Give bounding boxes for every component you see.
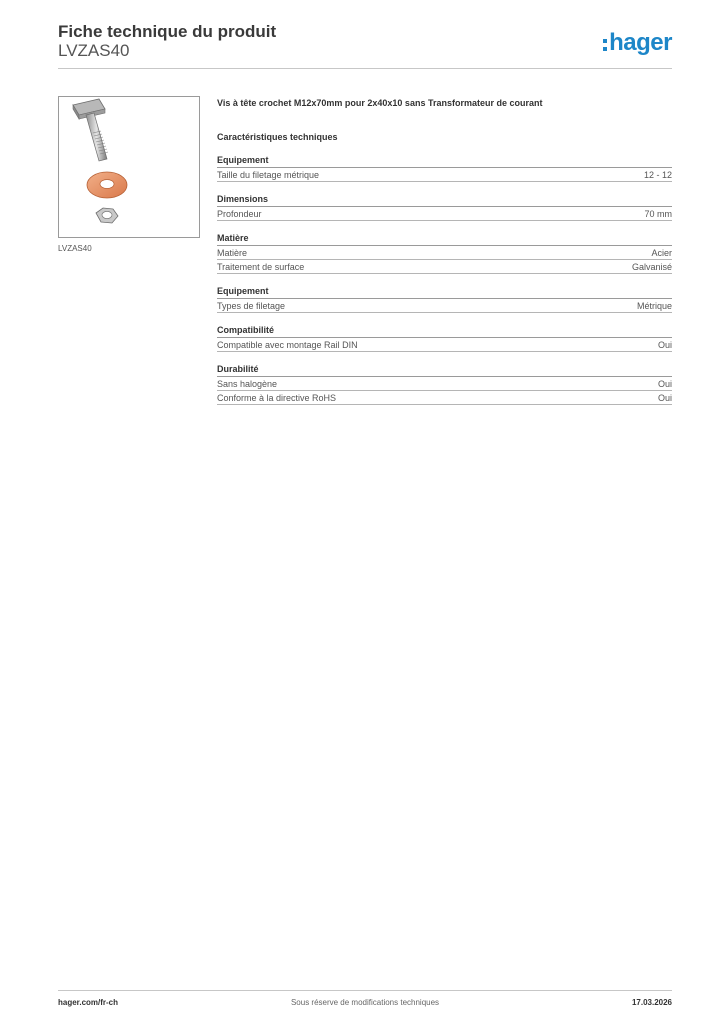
spec-label: Matière xyxy=(217,248,248,258)
spec-row xyxy=(217,391,672,405)
spec-label: Conforme à la directive RoHS xyxy=(217,393,337,403)
spec-row xyxy=(217,207,672,221)
spec-label: Taille du filetage métrique xyxy=(217,170,320,180)
spec-content xyxy=(217,96,672,405)
spec-value: Galvanisé xyxy=(631,262,672,272)
section-title: Equipement xyxy=(217,155,672,168)
logo-colon-icon xyxy=(603,39,607,51)
spec-value: Acier xyxy=(651,248,672,258)
image-caption: LVZAS40 xyxy=(58,244,92,253)
spec-label: Sans halogène xyxy=(217,379,278,389)
spec-value: Oui xyxy=(657,393,672,403)
spec-row xyxy=(217,338,672,352)
header-divider xyxy=(58,68,672,69)
section-title: Matière xyxy=(217,233,672,246)
spec-row xyxy=(217,299,672,313)
page-title: Fiche technique du produit xyxy=(58,22,277,41)
spec-value: 70 mm xyxy=(644,209,672,219)
footer-date: 17.03.2026 xyxy=(631,998,672,1007)
footer-notice: Sous réserve de modifications techniques xyxy=(290,998,440,1007)
spec-section-dimensions xyxy=(217,194,672,221)
spec-value: Métrique xyxy=(636,301,672,311)
logo-wordmark: hager xyxy=(609,29,672,56)
t-head-bolt-washer-nut-image xyxy=(59,97,199,237)
spec-value: Oui xyxy=(657,379,672,389)
spec-section-equipement-2 xyxy=(217,286,672,313)
spec-row xyxy=(217,246,672,260)
product-reference: LVZAS40 xyxy=(58,41,130,60)
page-footer xyxy=(58,998,672,1010)
spec-row xyxy=(217,168,672,182)
spec-value: 12 - 12 xyxy=(643,170,672,180)
footer-divider xyxy=(58,990,672,991)
spec-value: Oui xyxy=(657,340,672,350)
spec-label: Types de filetage xyxy=(217,301,286,311)
footer-website: hager.com/fr-ch xyxy=(58,998,119,1007)
product-description: Vis à tête crochet M12x70mm pour 2x40x10 sans Transformateur de courant xyxy=(217,98,543,108)
spec-label: Compatible avec montage Rail DIN xyxy=(217,340,358,350)
page-header xyxy=(58,20,672,68)
product-image xyxy=(58,96,200,238)
hager-logo xyxy=(603,29,672,57)
spec-section-equipement xyxy=(217,155,672,182)
spec-section-durabilite xyxy=(217,364,672,405)
section-title: Compatibilité xyxy=(217,325,672,338)
spec-label: Traitement de surface xyxy=(217,262,305,272)
spec-section-matiere xyxy=(217,233,672,274)
spec-section-compatibilite xyxy=(217,325,672,352)
spec-row xyxy=(217,377,672,391)
spec-label: Profondeur xyxy=(217,209,262,219)
section-title: Durabilité xyxy=(217,364,672,377)
spec-row xyxy=(217,260,672,274)
tech-characteristics-heading: Caractéristiques techniques xyxy=(217,132,338,142)
section-title: Equipement xyxy=(217,286,672,299)
section-title: Dimensions xyxy=(217,194,672,207)
